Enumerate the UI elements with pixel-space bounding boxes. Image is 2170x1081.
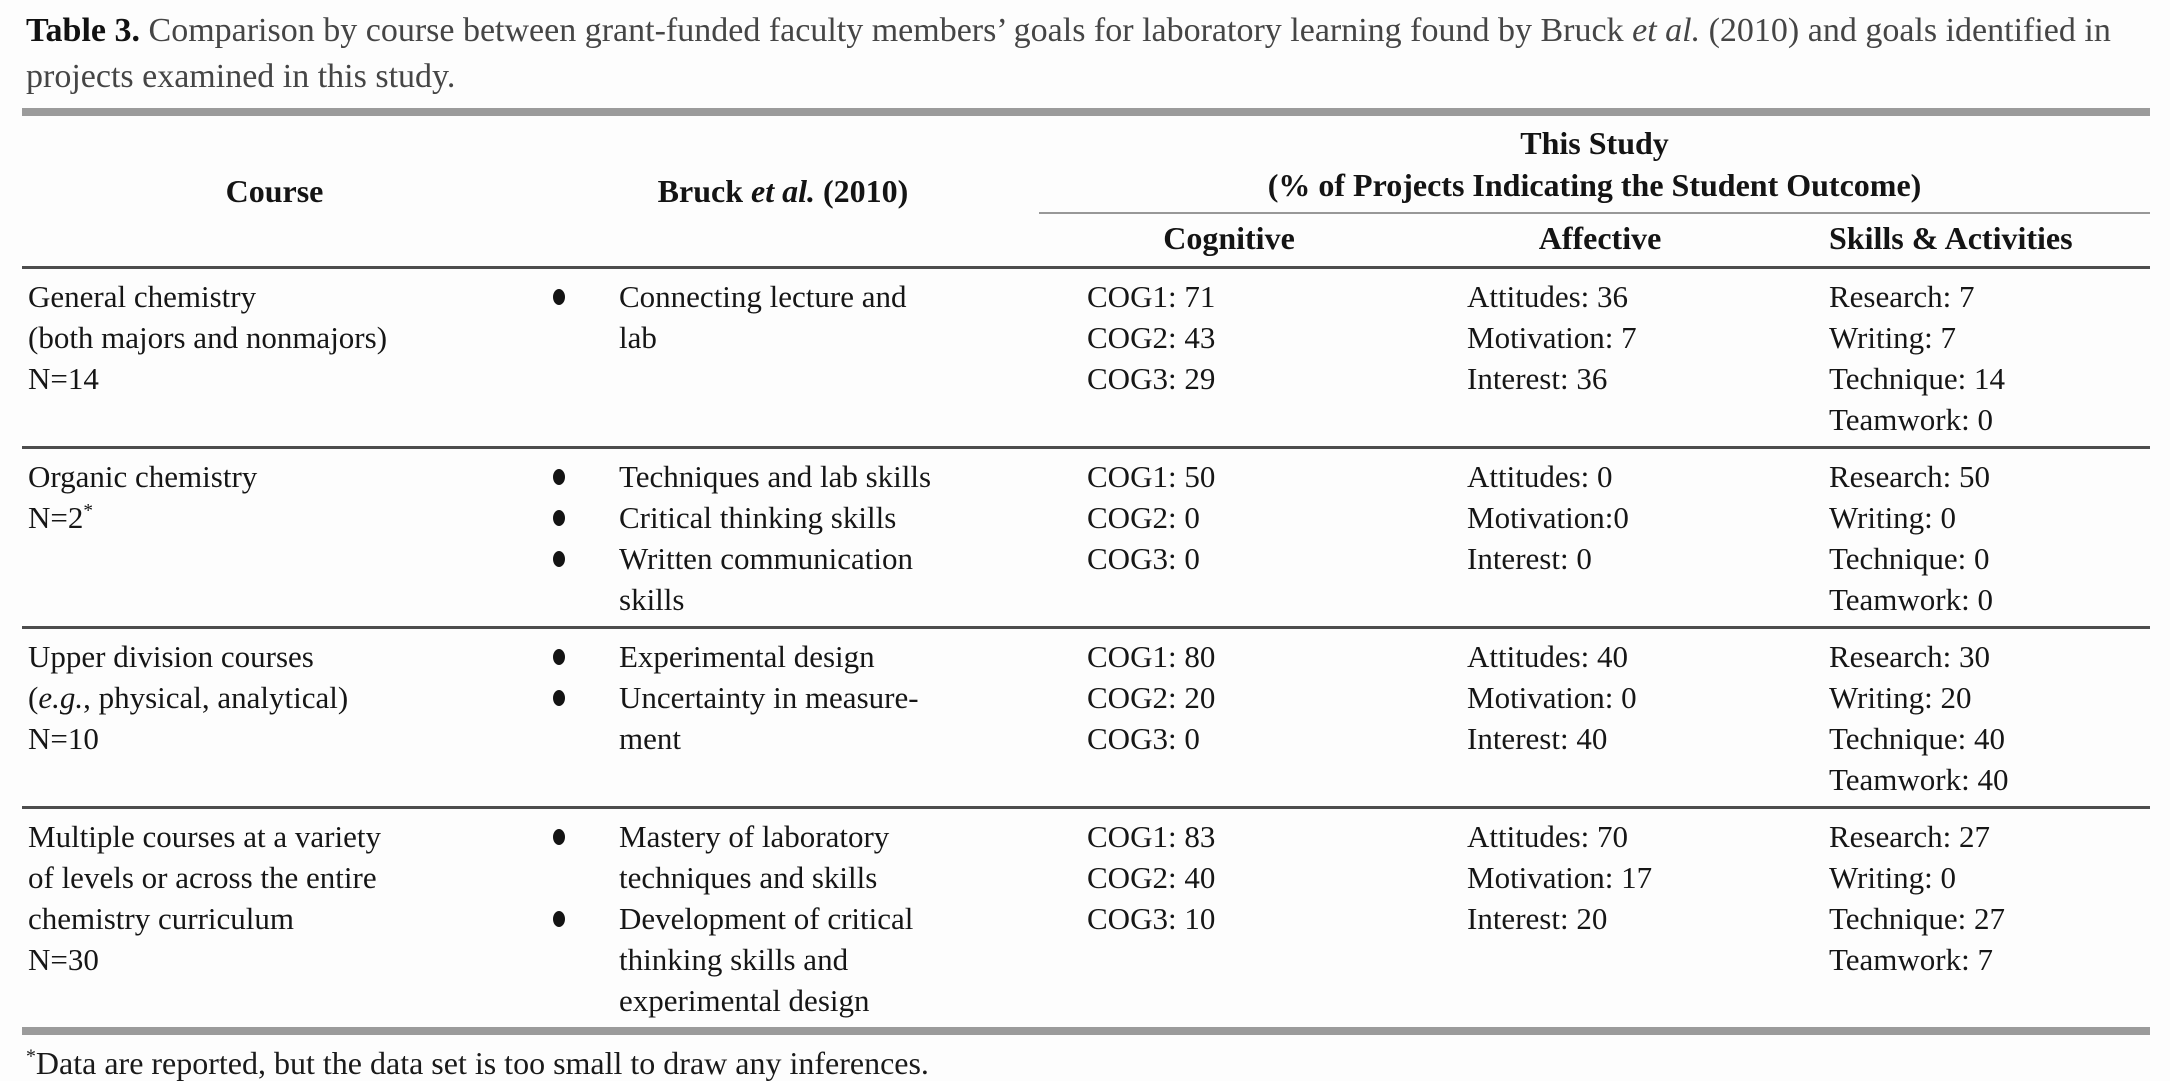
column-header-this-study <box>1039 112 2150 213</box>
column-header-course: Course <box>22 112 527 268</box>
value-line: COG3: 29 <box>1087 361 1216 396</box>
bruck-goals-cell <box>527 628 1039 808</box>
bruck-goal-line: thinking skills and <box>619 942 849 977</box>
value-line: COG1: 80 <box>1087 639 1216 674</box>
bruck-goal-item <box>527 538 1039 620</box>
course-text: ( <box>28 680 39 715</box>
footnote-marker: * <box>26 1045 36 1068</box>
course-line <box>28 358 527 399</box>
bruck-goal-item <box>527 816 1039 898</box>
bruck-header-text-1: Bruck <box>657 172 752 209</box>
value-line: COG2: 20 <box>1087 680 1216 715</box>
bruck-goal-line: Written communication <box>619 541 914 576</box>
value-line: Research: 30 <box>1829 639 1990 674</box>
bruck-goal-list <box>527 816 1039 1021</box>
course-line <box>28 677 527 718</box>
value-line: Interest: 36 <box>1467 361 1608 396</box>
affective-cell <box>1419 448 1781 628</box>
bruck-goals-cell <box>527 268 1039 448</box>
affective-cell <box>1419 628 1781 808</box>
course-text: chemistry curriculum <box>28 901 294 936</box>
bullet-icon <box>553 911 565 927</box>
table-row <box>22 628 2150 808</box>
bruck-header-text-2: (2010) <box>815 172 909 209</box>
value-line: Motivation: 17 <box>1467 860 1653 895</box>
course-text: N=30 <box>28 942 99 977</box>
table-caption-text-2: (2010) and goals identified in projects examined in this study. <box>26 12 2111 95</box>
cognitive-cell <box>1039 448 1419 628</box>
affective-cell <box>1419 268 1781 448</box>
skills-cell <box>1781 448 2150 628</box>
bruck-goals-cell <box>527 448 1039 628</box>
this-study-title: This Study <box>1520 125 1669 161</box>
value-line: COG3: 0 <box>1087 721 1200 756</box>
course-text: Multiple courses at a variety <box>28 819 381 854</box>
skills-cell <box>1781 808 2150 1032</box>
course-cell <box>22 628 527 808</box>
value-line: Technique: 0 <box>1829 541 1990 576</box>
bullet-icon <box>553 690 565 706</box>
course-line <box>28 497 527 538</box>
cognitive-cell <box>1039 268 1419 448</box>
value-line: Teamwork: 40 <box>1829 762 2009 797</box>
value-line: Interest: 40 <box>1467 721 1608 756</box>
table-row <box>22 448 2150 628</box>
value-line: Research: 27 <box>1829 819 1990 854</box>
course-cell <box>22 808 527 1032</box>
value-line: Attitudes: 36 <box>1467 279 1629 314</box>
value-line: Technique: 40 <box>1829 721 2006 756</box>
table-caption-text-1: Comparison by course between grant-funded faculty members’ goals for laboratory learning found by Bruck <box>140 12 1633 49</box>
bruck-goal-line: Techniques and lab skills <box>619 459 932 494</box>
bruck-goal-line: lab <box>619 320 657 355</box>
value-line: Research: 7 <box>1829 279 1975 314</box>
cognitive-cell <box>1039 808 1419 1032</box>
value-line: Interest: 20 <box>1467 901 1608 936</box>
cognitive-cell <box>1039 628 1419 808</box>
value-line: Motivation: 7 <box>1467 320 1637 355</box>
course-line <box>28 456 527 497</box>
bruck-goal-item <box>527 636 1039 677</box>
bruck-goal-item <box>527 677 1039 759</box>
bruck-goal-item <box>527 456 1039 497</box>
value-line: Teamwork: 7 <box>1829 942 1993 977</box>
bruck-header-etal: et al. <box>751 172 815 209</box>
course-line <box>28 718 527 759</box>
bruck-goal-line: Mastery of laboratory <box>619 819 890 854</box>
subcolumn-header-skills: Skills & Activities <box>1781 213 2150 268</box>
course-cell <box>22 448 527 628</box>
bruck-goals-cell <box>527 808 1039 1032</box>
footnote-text: Data are reported, but the data set is too small to draw any inferences. <box>35 1045 929 1081</box>
bruck-goal-line: Critical thinking skills <box>619 500 897 535</box>
value-line: Technique: 14 <box>1829 361 2006 396</box>
course-line <box>28 939 527 980</box>
value-line: COG2: 43 <box>1087 320 1216 355</box>
bruck-goal-line: Uncertainty in measure- <box>619 680 919 715</box>
bruck-goal-line: techniques and skills <box>619 860 878 895</box>
course-line <box>28 636 527 677</box>
bruck-goal-line: Connecting lecture and <box>619 279 907 314</box>
bruck-goal-item <box>527 497 1039 538</box>
value-line: COG3: 0 <box>1087 541 1200 576</box>
value-line: Attitudes: 40 <box>1467 639 1629 674</box>
bruck-goal-line: ment <box>619 721 681 756</box>
course-line <box>28 898 527 939</box>
course-text: e.g. <box>38 680 84 715</box>
value-line: Attitudes: 70 <box>1467 819 1629 854</box>
header-row-1 <box>22 112 2150 213</box>
course-text: General chemistry <box>28 279 257 314</box>
course-text: N=2 <box>28 500 84 535</box>
bruck-goal-list <box>527 276 1039 358</box>
value-line: COG2: 40 <box>1087 860 1216 895</box>
table-header <box>22 112 2150 268</box>
value-line: Writing: 20 <box>1829 680 1972 715</box>
bullet-icon <box>553 469 565 485</box>
course-line <box>28 276 527 317</box>
table-footnote <box>26 1042 2148 1081</box>
course-text: of levels or across the entire <box>28 860 377 895</box>
skills-cell <box>1781 628 2150 808</box>
bullet-icon <box>553 649 565 665</box>
value-line: COG2: 0 <box>1087 500 1200 535</box>
subcolumn-header-affective: Affective <box>1419 213 1781 268</box>
value-line: Teamwork: 0 <box>1829 402 1993 437</box>
table-row <box>22 808 2150 1032</box>
bullet-icon <box>553 289 565 305</box>
course-text: (both majors and nonmajors) <box>28 320 388 355</box>
comparison-table <box>22 108 2150 1035</box>
course-text: Upper division courses <box>28 639 314 674</box>
bullet-icon <box>553 551 565 567</box>
table-caption-label: Table 3. <box>26 12 141 49</box>
affective-cell <box>1419 808 1781 1032</box>
value-line: COG1: 83 <box>1087 819 1216 854</box>
value-line: Interest: 0 <box>1467 541 1592 576</box>
column-header-bruck <box>527 112 1039 268</box>
value-line: Motivation: 0 <box>1467 680 1637 715</box>
bruck-goal-line: Development of critical <box>619 901 914 936</box>
bruck-goal-line: skills <box>619 582 685 617</box>
bruck-goal-line: Experimental design <box>619 639 875 674</box>
course-cell <box>22 268 527 448</box>
value-line: COG3: 10 <box>1087 901 1216 936</box>
value-line: Writing: 7 <box>1829 320 1957 355</box>
bruck-goal-line: experimental design <box>619 983 870 1018</box>
value-line: Attitudes: 0 <box>1467 459 1613 494</box>
subcolumn-header-cognitive: Cognitive <box>1039 213 1419 268</box>
course-line <box>28 857 527 898</box>
bruck-goal-item <box>527 276 1039 358</box>
value-line: COG1: 50 <box>1087 459 1216 494</box>
table-caption <box>26 8 2148 100</box>
this-study-subtitle: (% of Projects Indicating the Student Outcome) <box>1267 167 1922 203</box>
bruck-goal-list <box>527 456 1039 620</box>
course-text: * <box>83 500 93 522</box>
table-body <box>22 268 2150 1032</box>
course-text: , physical, analytical) <box>83 680 349 715</box>
course-text: N=14 <box>28 361 99 396</box>
value-line: Technique: 27 <box>1829 901 2006 936</box>
bullet-icon <box>553 829 565 845</box>
table-caption-etal: et al. <box>1632 12 1701 49</box>
course-line <box>28 816 527 857</box>
value-line: Research: 50 <box>1829 459 1990 494</box>
course-text: N=10 <box>28 721 99 756</box>
value-line: Writing: 0 <box>1829 500 1957 535</box>
course-text: Organic chemistry <box>28 459 258 494</box>
bruck-goal-item <box>527 898 1039 1021</box>
value-line: Motivation:0 <box>1467 500 1629 535</box>
bruck-goal-list <box>527 636 1039 759</box>
table-row <box>22 268 2150 448</box>
value-line: Writing: 0 <box>1829 860 1957 895</box>
skills-cell <box>1781 268 2150 448</box>
course-line <box>28 317 527 358</box>
value-line: Teamwork: 0 <box>1829 582 1993 617</box>
bullet-icon <box>553 510 565 526</box>
value-line: COG1: 71 <box>1087 279 1216 314</box>
